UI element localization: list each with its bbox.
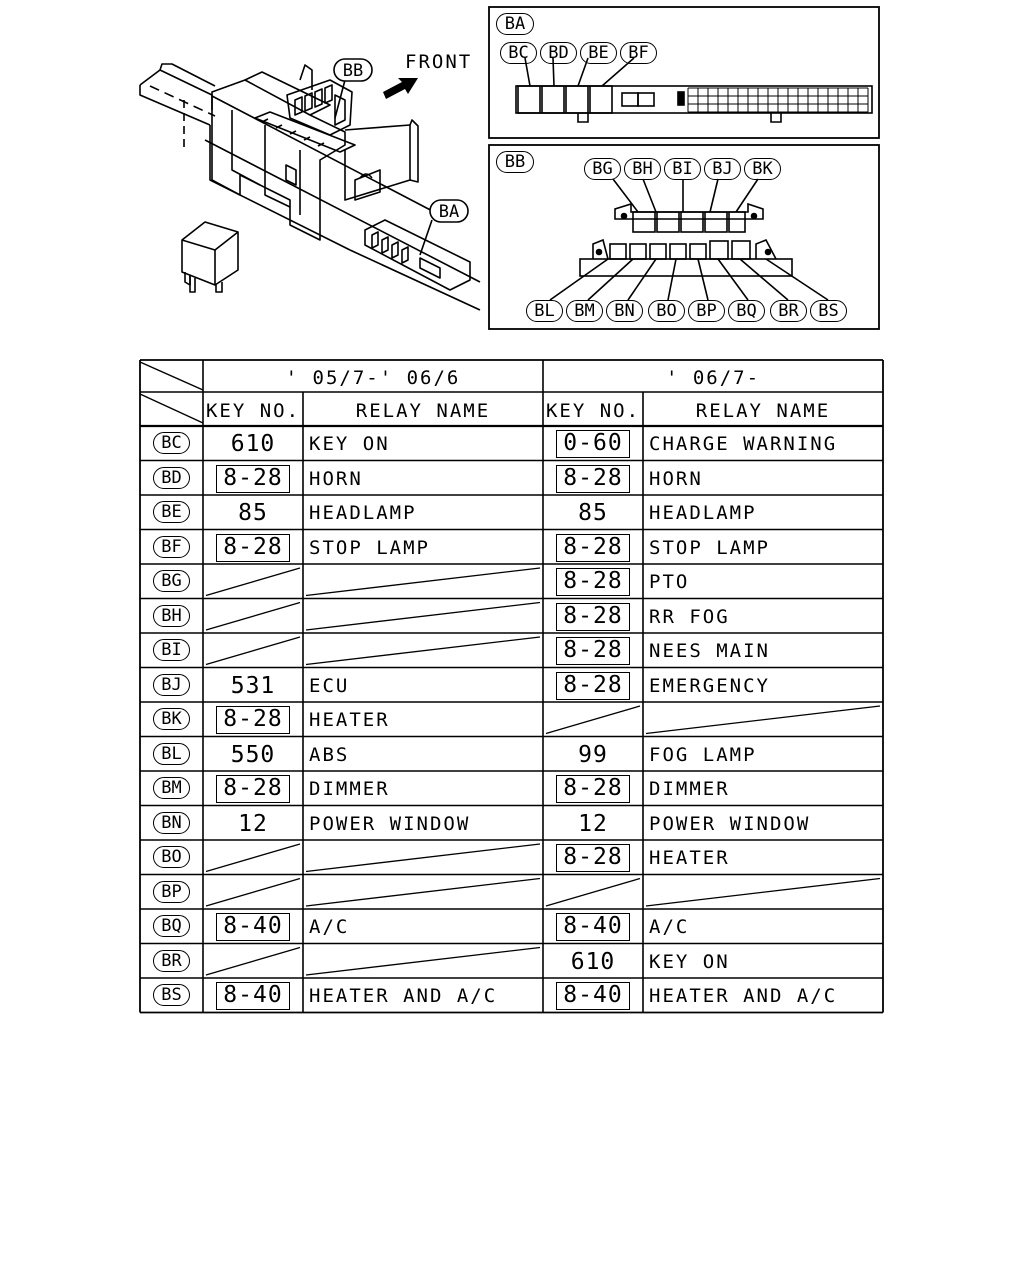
key-no-cell — [543, 430, 643, 458]
key-no-value: 610 — [230, 431, 276, 457]
key-no-cell — [203, 775, 303, 803]
relay-name-cell: ABS — [309, 743, 350, 766]
connector-tag-bm: BM — [566, 300, 603, 322]
key-no-cell — [543, 810, 643, 837]
key-no-cell — [543, 465, 643, 493]
connector-tag-bf: BF — [620, 42, 657, 64]
key-no-value: 8-28 — [216, 534, 289, 562]
key-no-value: 8-40 — [556, 982, 629, 1010]
connector-tag-br: BR — [770, 300, 807, 322]
empty-cell-diagonal — [206, 879, 300, 907]
row-code-bg: BG — [153, 570, 190, 592]
empty-cell-diagonal — [306, 637, 540, 665]
connector-tag-bj: BJ — [704, 158, 741, 180]
key-no-value: 8-28 — [556, 603, 629, 631]
key-no-value: 85 — [578, 500, 608, 526]
relay-name-cell: CHARGE WARNING — [649, 433, 838, 455]
relay-name-cell: HEATER — [309, 709, 390, 731]
key-no-cell — [203, 982, 303, 1010]
corner-diagonal — [140, 362, 203, 390]
key-no-value: 0-60 — [556, 430, 629, 458]
key-no-value: 8-28 — [556, 844, 629, 872]
relay-name-cell: HEATER AND A/C — [649, 985, 838, 1007]
key-no-cell — [543, 775, 643, 803]
relay-name-cell: RR FOG — [649, 605, 730, 628]
key-no-cell — [203, 741, 303, 768]
connector-tag-be: BE — [580, 42, 617, 64]
connector-tag-bo: BO — [648, 300, 685, 322]
row-code-bi: BI — [153, 639, 190, 661]
key-no-value: 8-28 — [216, 706, 289, 734]
key-no-cell — [203, 465, 303, 493]
relay-name-header-1: RELAY NAME — [355, 400, 491, 422]
empty-cell-diagonal — [206, 637, 300, 665]
key-no-value: 85 — [238, 500, 268, 526]
key-no-value: 8-28 — [556, 775, 629, 803]
key-no-cell — [203, 534, 303, 562]
row-code-be: BE — [153, 501, 190, 523]
key-no-cell — [543, 502, 643, 525]
connector-tag-bh: BH — [624, 158, 661, 180]
key-no-cell — [543, 948, 643, 975]
key-no-cell — [203, 706, 303, 734]
relay-name-cell: KEY ON — [649, 950, 730, 973]
key-no-cell — [543, 534, 643, 562]
relay-name-header-2: RELAY NAME — [695, 400, 831, 422]
empty-cell-diagonal — [206, 603, 300, 631]
key-no-cell — [203, 810, 303, 837]
key-no-cell — [203, 672, 303, 699]
connector-tag-bn: BN — [606, 300, 643, 322]
relay-name-cell: HEADLAMP — [309, 502, 417, 524]
relay-name-cell: DIMMER — [649, 778, 730, 800]
relay-name-cell: FOG LAMP — [649, 743, 757, 766]
row-code-bp: BP — [153, 881, 190, 903]
key-no-value: 99 — [578, 741, 608, 768]
key-no-cell — [543, 672, 643, 700]
connector-tag-bp: BP — [688, 300, 725, 322]
key-no-cell — [543, 913, 643, 941]
key-no-value: 550 — [230, 741, 276, 768]
key-no-value: 8-40 — [216, 913, 289, 941]
relay-name-cell: PTO — [649, 571, 690, 593]
relay-name-cell: ECU — [309, 674, 350, 697]
panel-ba-title: BA — [496, 13, 534, 35]
row-code-bk: BK — [153, 708, 190, 730]
row-code-bm: BM — [153, 777, 190, 799]
key-no-cell — [543, 637, 643, 665]
ba-callout-label: BA — [438, 202, 460, 222]
front-label: FRONT — [405, 51, 473, 73]
relay-name-cell: NEES MAIN — [649, 640, 770, 662]
relay-name-cell: HEADLAMP — [649, 502, 757, 524]
key-no-cell — [203, 433, 303, 456]
empty-cell-diagonal — [306, 844, 540, 872]
connector-tag-bd: BD — [540, 42, 577, 64]
connector-tag-bk: BK — [744, 158, 781, 180]
panel-bb-title: BB — [496, 151, 534, 173]
key-no-value: 531 — [230, 672, 276, 699]
key-no-value: 8-28 — [216, 465, 289, 493]
corner-diagonal — [140, 394, 203, 423]
key-no-value: 8-28 — [556, 637, 629, 665]
relay-name-cell: HEATER AND A/C — [309, 985, 498, 1007]
row-code-bq: BQ — [153, 915, 190, 937]
relay-name-cell: HORN — [309, 467, 363, 490]
relay-name-cell: A/C — [649, 916, 690, 938]
connector-tag-bl: BL — [526, 300, 563, 322]
row-code-bf: BF — [153, 536, 190, 558]
empty-cell-diagonal — [306, 568, 540, 596]
key-no-cell — [543, 603, 643, 631]
key-no-cell — [203, 913, 303, 941]
empty-cell-diagonal — [206, 948, 300, 976]
relay-name-cell: HORN — [649, 467, 703, 490]
key-no-value: 8-28 — [556, 534, 629, 562]
key-no-value: 8-28 — [556, 465, 629, 493]
key-no-header-1: KEY NO. — [205, 400, 301, 422]
connector-tag-bq: BQ — [728, 300, 765, 322]
relay-name-cell: STOP LAMP — [649, 536, 770, 559]
key-no-value: 8-28 — [216, 775, 289, 803]
row-code-bs: BS — [153, 984, 190, 1006]
relay-name-cell: HEATER — [649, 847, 730, 869]
connector-tag-bs: BS — [810, 300, 847, 322]
relay-name-cell: DIMMER — [309, 778, 390, 800]
empty-cell-diagonal — [646, 706, 880, 734]
key-no-cell — [203, 502, 303, 525]
row-code-bl: BL — [153, 743, 190, 765]
connector-tag-bc: BC — [500, 42, 537, 64]
key-no-header-2: KEY NO. — [545, 400, 641, 422]
empty-cell-diagonal — [646, 879, 880, 907]
key-no-value: 12 — [578, 810, 608, 837]
relay-name-cell: POWER WINDOW — [309, 812, 471, 835]
empty-cell-diagonal — [206, 844, 300, 872]
row-code-bd: BD — [153, 467, 190, 489]
relay-name-cell: KEY ON — [309, 433, 390, 455]
key-no-value: 12 — [238, 810, 268, 837]
empty-cell-diagonal — [306, 879, 540, 907]
relay-name-cell: EMERGENCY — [649, 674, 770, 697]
key-no-value: 8-28 — [556, 568, 629, 596]
connector-tag-bi: BI — [664, 158, 701, 180]
empty-cell-diagonal — [306, 603, 540, 631]
empty-cell-diagonal — [306, 948, 540, 976]
relay-name-cell: A/C — [309, 916, 350, 938]
key-no-cell — [543, 982, 643, 1010]
relay-name-cell: POWER WINDOW — [649, 812, 811, 835]
empty-cell-diagonal — [546, 706, 640, 734]
key-no-cell — [543, 568, 643, 596]
row-code-bj: BJ — [153, 674, 190, 696]
empty-cell-diagonal — [546, 879, 640, 907]
row-code-bc: BC — [153, 432, 190, 454]
row-code-bn: BN — [153, 812, 190, 834]
key-no-value: 8-28 — [556, 672, 629, 700]
connector-tag-bg: BG — [584, 158, 621, 180]
key-no-cell — [543, 741, 643, 768]
key-no-value: 8-40 — [556, 913, 629, 941]
row-code-bo: BO — [153, 846, 190, 868]
row-code-br: BR — [153, 950, 190, 972]
period-1-header: ' 05/7-' 06/6 — [285, 367, 461, 389]
relay-name-cell: STOP LAMP — [309, 536, 430, 559]
key-no-value: 610 — [570, 948, 616, 975]
empty-cell-diagonal — [206, 568, 300, 596]
period-2-header: ' 06/7- — [665, 367, 761, 389]
bb-callout-label: BB — [342, 61, 364, 81]
row-code-bh: BH — [153, 605, 190, 627]
key-no-cell — [543, 844, 643, 872]
key-no-value: 8-40 — [216, 982, 289, 1010]
